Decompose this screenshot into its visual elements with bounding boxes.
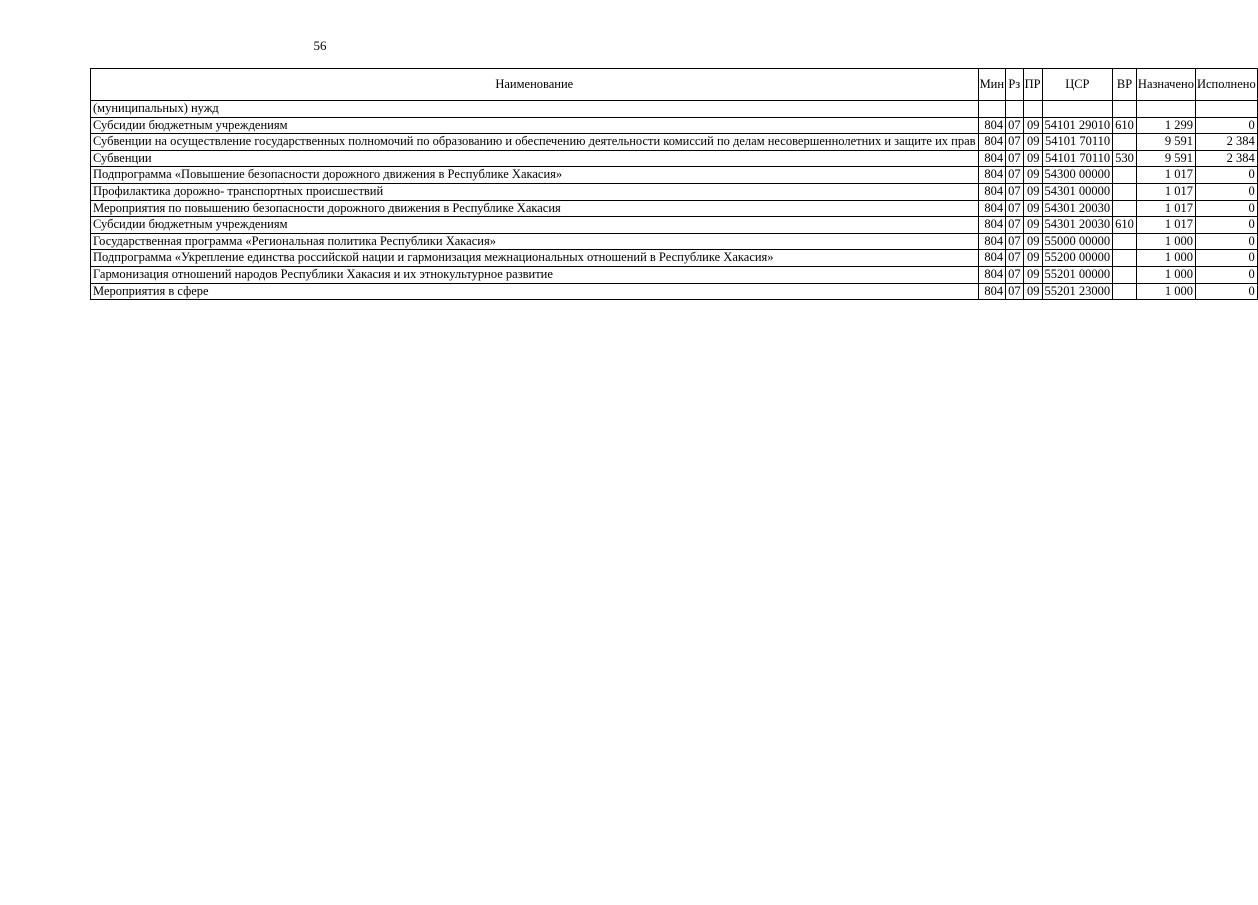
cell-rz: 07 (1006, 217, 1024, 234)
table-row (91, 266, 1258, 283)
cell-vr (1113, 134, 1137, 151)
cell-rz (1006, 101, 1024, 118)
cell-executed: 0 (1195, 200, 1257, 217)
cell-name: Гармонизация отношений народов Республики Хакасия и их этнокультурное развитие (91, 266, 979, 283)
cell-csr: 55201 00000 (1042, 266, 1113, 283)
cell-pr: 09 (1023, 150, 1042, 167)
cell-executed: 0 (1195, 250, 1257, 267)
cell-min: 804 (978, 266, 1006, 283)
cell-vr: 610 (1113, 217, 1137, 234)
cell-rz: 07 (1006, 283, 1024, 300)
cell-name: Субсидии бюджетным учреждениям (91, 217, 979, 234)
cell-vr (1113, 283, 1137, 300)
cell-assigned: 1 017 (1136, 183, 1195, 200)
cell-min: 804 (978, 217, 1006, 234)
cell-executed: 0 (1195, 233, 1257, 250)
header-csr: ЦСР (1042, 69, 1113, 101)
cell-assigned: 1 017 (1136, 200, 1195, 217)
header-executed: Исполнено (1195, 69, 1257, 101)
table-row (91, 150, 1258, 167)
cell-executed: 0 (1195, 117, 1257, 134)
table-row (91, 233, 1258, 250)
cell-min: 804 (978, 167, 1006, 184)
cell-csr: 54101 29010 (1042, 117, 1113, 134)
table-body (91, 101, 1258, 300)
cell-executed: 2 384 (1195, 150, 1257, 167)
cell-name: Государственная программа «Региональная политика Республики Хакасия» (91, 233, 979, 250)
table-row (91, 283, 1258, 300)
table-row (91, 134, 1258, 151)
table-row (91, 101, 1258, 118)
cell-name: Подпрограмма «Укрепление единства российской нации и гармонизация межнациональных отношений в Республике Хакасия» (91, 250, 979, 267)
cell-pr: 09 (1023, 233, 1042, 250)
cell-pr: 09 (1023, 167, 1042, 184)
cell-executed: 0 (1195, 167, 1257, 184)
cell-executed (1195, 101, 1257, 118)
cell-csr: 54101 70110 (1042, 134, 1113, 151)
cell-vr: 530 (1113, 150, 1137, 167)
cell-vr: 610 (1113, 117, 1137, 134)
header-assigned: Назначено (1136, 69, 1195, 101)
cell-csr: 55000 00000 (1042, 233, 1113, 250)
cell-min: 804 (978, 283, 1006, 300)
table-row (91, 167, 1258, 184)
cell-rz: 07 (1006, 233, 1024, 250)
cell-vr (1113, 101, 1137, 118)
cell-rz: 07 (1006, 134, 1024, 151)
cell-assigned: 1 000 (1136, 250, 1195, 267)
cell-min: 804 (978, 250, 1006, 267)
cell-rz: 07 (1006, 250, 1024, 267)
cell-csr: 55201 23000 (1042, 283, 1113, 300)
cell-min: 804 (978, 117, 1006, 134)
table-header-row (91, 69, 1258, 101)
cell-assigned (1136, 101, 1195, 118)
cell-csr: 54301 20030 (1042, 200, 1113, 217)
cell-name: (муниципальных) нужд (91, 101, 979, 118)
cell-assigned: 1 000 (1136, 233, 1195, 250)
cell-executed: 0 (1195, 183, 1257, 200)
table-row (91, 250, 1258, 267)
cell-assigned: 1 000 (1136, 266, 1195, 283)
table-row (91, 117, 1258, 134)
cell-rz: 07 (1006, 266, 1024, 283)
cell-csr: 54101 70110 (1042, 150, 1113, 167)
cell-vr (1113, 200, 1137, 217)
cell-assigned: 1 299 (1136, 117, 1195, 134)
cell-name: Подпрограмма «Повышение безопасности дорожного движения в Республике Хакасия» (91, 167, 979, 184)
header-rz: Рз (1006, 69, 1024, 101)
cell-min (978, 101, 1006, 118)
cell-name: Субвенции (91, 150, 979, 167)
cell-pr: 09 (1023, 250, 1042, 267)
header-vr: ВР (1113, 69, 1137, 101)
cell-pr: 09 (1023, 183, 1042, 200)
cell-csr: 54300 00000 (1042, 167, 1113, 184)
cell-assigned: 9 591 (1136, 150, 1195, 167)
cell-pr: 09 (1023, 266, 1042, 283)
cell-executed: 0 (1195, 217, 1257, 234)
cell-vr (1113, 233, 1137, 250)
page-number: 56 (313, 38, 327, 53)
cell-assigned: 1 000 (1136, 283, 1195, 300)
cell-pr: 09 (1023, 117, 1042, 134)
header-name: Наименование (91, 69, 979, 101)
cell-vr (1113, 183, 1137, 200)
cell-name: Субсидии бюджетным учреждениям (91, 117, 979, 134)
cell-executed: 0 (1195, 283, 1257, 300)
cell-assigned: 9 591 (1136, 134, 1195, 151)
cell-csr: 54301 20030 (1042, 217, 1113, 234)
cell-executed: 0 (1195, 266, 1257, 283)
cell-min: 804 (978, 233, 1006, 250)
cell-vr (1113, 167, 1137, 184)
table-row (91, 183, 1258, 200)
cell-name: Субвенции на осуществление государственных полномочий по образованию и обеспечению деятельности комиссий по делам несовершеннолетних и защите их прав (91, 134, 979, 151)
cell-rz: 07 (1006, 150, 1024, 167)
cell-name: Мероприятия по повышению безопасности дорожного движения в Республике Хакасия (91, 200, 979, 217)
header-min: Мин (978, 69, 1006, 101)
cell-assigned: 1 017 (1136, 217, 1195, 234)
cell-pr (1023, 101, 1042, 118)
cell-rz: 07 (1006, 117, 1024, 134)
cell-rz: 07 (1006, 183, 1024, 200)
table-row (91, 217, 1258, 234)
cell-vr (1113, 266, 1137, 283)
cell-csr (1042, 101, 1113, 118)
cell-rz: 07 (1006, 200, 1024, 217)
cell-name: Профилактика дорожно- транспортных происшествий (91, 183, 979, 200)
cell-pr: 09 (1023, 217, 1042, 234)
cell-min: 804 (978, 183, 1006, 200)
cell-rz: 07 (1006, 167, 1024, 184)
cell-min: 804 (978, 150, 1006, 167)
table-row (91, 200, 1258, 217)
cell-vr (1113, 250, 1137, 267)
header-pr: ПР (1023, 69, 1042, 101)
budget-table (90, 68, 1258, 300)
cell-executed: 2 384 (1195, 134, 1257, 151)
cell-min: 804 (978, 200, 1006, 217)
cell-pr: 09 (1023, 134, 1042, 151)
cell-pr: 09 (1023, 200, 1042, 217)
cell-assigned: 1 017 (1136, 167, 1195, 184)
cell-pr: 09 (1023, 283, 1042, 300)
cell-csr: 55200 00000 (1042, 250, 1113, 267)
cell-min: 804 (978, 134, 1006, 151)
cell-csr: 54301 00000 (1042, 183, 1113, 200)
cell-name: Мероприятия в сфере (91, 283, 979, 300)
